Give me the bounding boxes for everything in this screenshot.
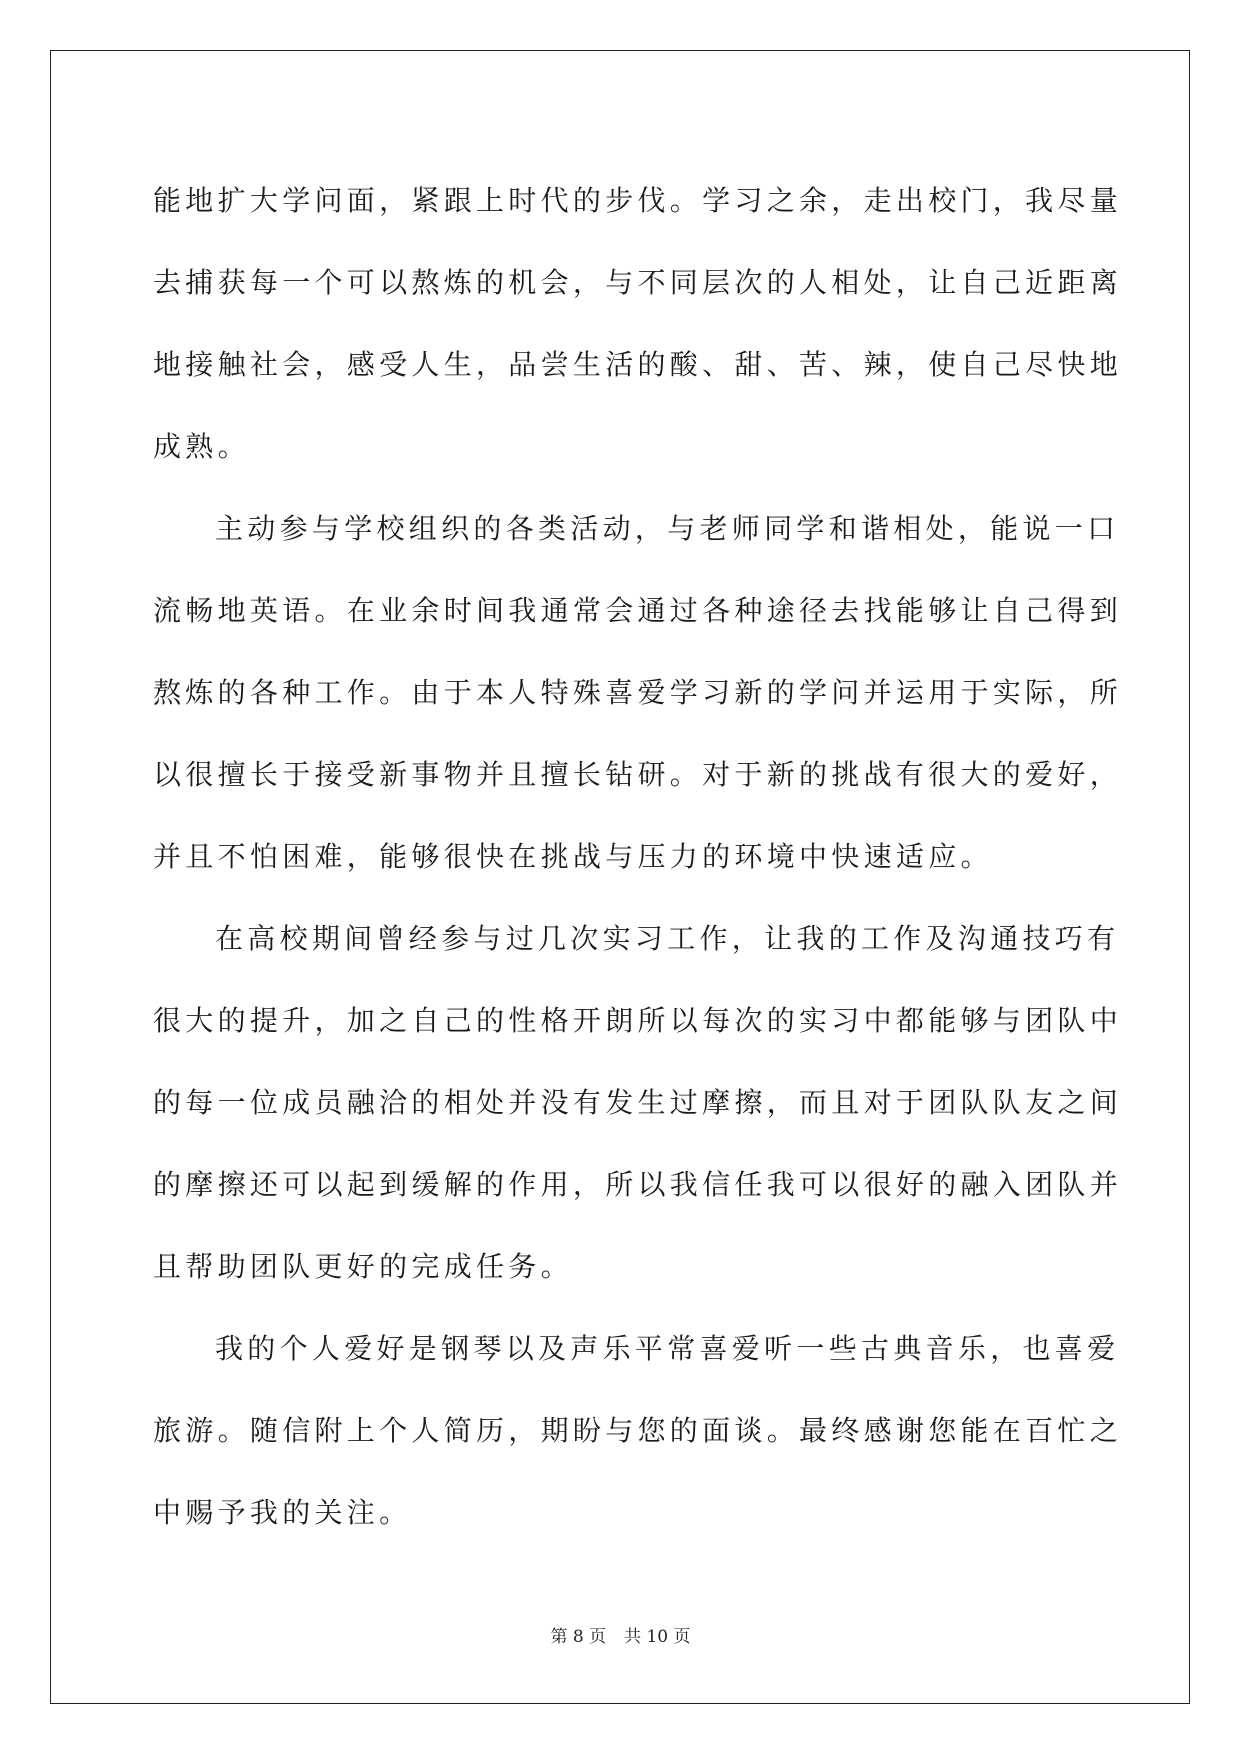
text-line: 很大的提升，加之自己的性格开朗所以每次的实习中都能够与团队中: [153, 1004, 1123, 1037]
text-line: 成熟。: [153, 430, 250, 463]
text-line: 且帮助团队更好的完成任务。: [153, 1250, 573, 1283]
text-line: 的摩擦还可以起到缓解的作用，所以我信任我可以很好的融入团队并: [153, 1168, 1123, 1201]
text-line: 中赐予我的关注。: [153, 1496, 412, 1529]
text-line: 并且不怕困难，能够很快在挑战与压力的环境中快速适应。: [153, 840, 993, 873]
document-body: [153, 160, 1123, 1554]
page-footer: [0, 1622, 1241, 1647]
text-line: 去捕获每一个可以熬炼的机会，与不同层次的人相处，让自己近距离: [153, 266, 1123, 299]
text-line: 旅游。随信附上个人简历，期盼与您的面谈。最终感谢您能在百忙之: [153, 1414, 1123, 1447]
text-line: 地接触社会，感受人生，品尝生活的酸、甜、苦、辣，使自己尽快地: [153, 348, 1123, 381]
text-line: 熬炼的各种工作。由于本人特殊喜爱学习新的学问并运用于实际，所: [153, 676, 1123, 709]
paragraph-first-line: 主动参与学校组织的各类活动，与老师同学和谐相处，能说一口: [215, 512, 1120, 545]
text-line: 的每一位成员融洽的相处并没有发生过摩擦，而且对于团队队友之间: [153, 1086, 1123, 1119]
text-line: 以很擅长于接受新事物并且擅长钻研。对于新的挑战有很大的爱好，: [153, 758, 1123, 791]
text-line: 能地扩大学问面，紧跟上时代的步伐。学习之余，走出校门，我尽量: [153, 184, 1123, 217]
page-number: 第 8 页: [550, 1627, 607, 1647]
paragraph-first-line: 在高校期间曾经参与过几次实习工作，让我的工作及沟通技巧有: [215, 922, 1120, 955]
text-line: 流畅地英语。在业余时间我通常会通过各种途径去找能够让自己得到: [153, 594, 1123, 627]
page-total: 共 10 页: [624, 1627, 691, 1647]
paragraph-first-line: 我的个人爱好是钢琴以及声乐平常喜爱听一些古典音乐，也喜爱: [215, 1332, 1120, 1365]
